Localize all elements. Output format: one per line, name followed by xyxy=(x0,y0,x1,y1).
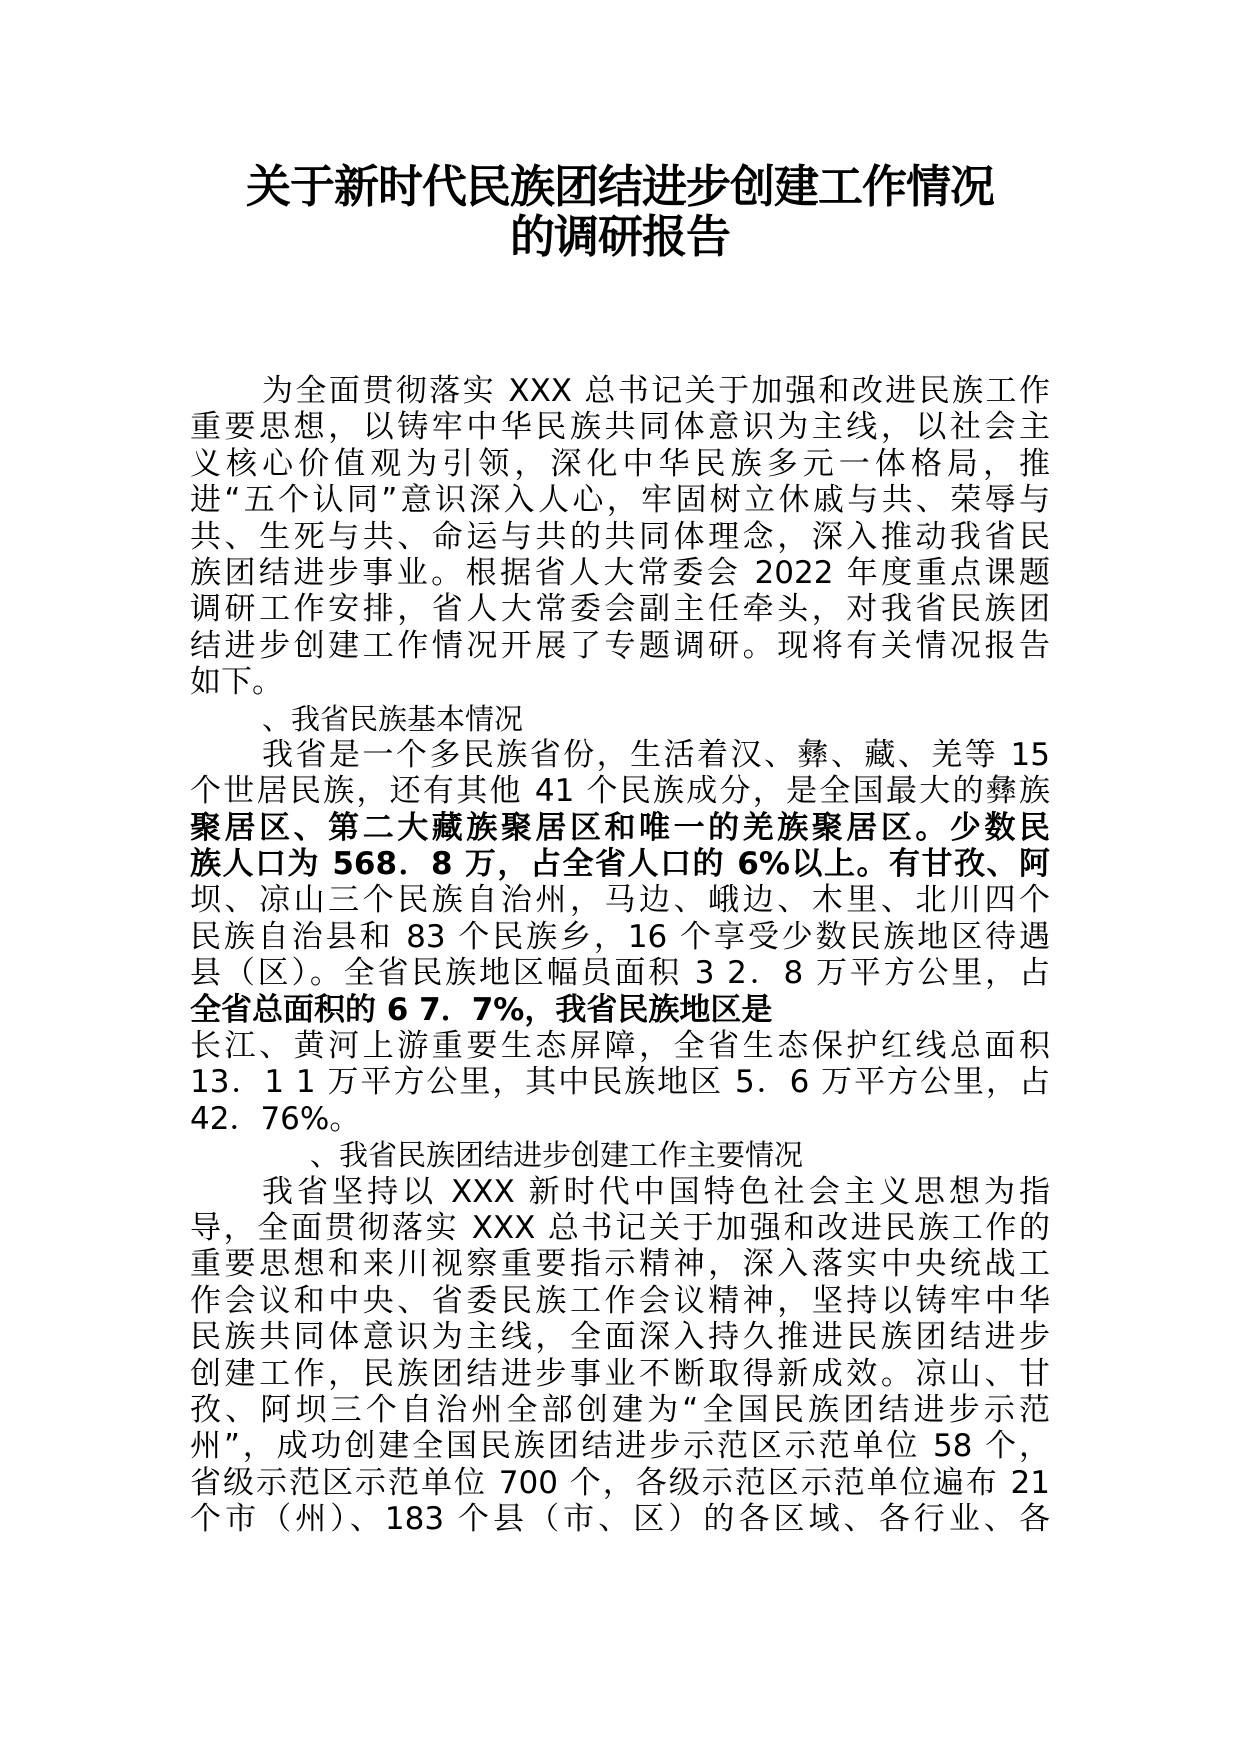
paragraph-1-line: 共、生死与共、命运与共的共同体理念，深入推动我省民 xyxy=(190,518,1050,555)
paragraph-1-line: 进“五个认同”意识深入人心，牢固树立休戚与共、荣辱与 xyxy=(190,482,1050,519)
paragraph-3-line: 作会议和中央、省委民族工作会议精神，坚持以铸牢中华 xyxy=(190,1282,1050,1319)
paragraph-1-line: 重要思想，以铸牢中华民族共同体意识为主线，以社会主 xyxy=(190,409,1050,446)
paragraph-3-line: 我省坚持以 XXX 新时代中国特色社会主义思想为指 xyxy=(262,1173,1050,1210)
paragraph-3-line: 重要思想和来川视察重要指示精神，深入落实中央统战工 xyxy=(190,1246,1050,1283)
paragraph-2-line: 个世居民族，还有其他 41 个民族成分，是全国最大的彝族 xyxy=(190,773,1050,810)
paragraph-2-line: 全省总面积的 6 7．7%，我省民族地区是 xyxy=(190,991,773,1028)
paragraph-1-line: 如下。 xyxy=(190,664,283,701)
paragraph-2-line: 聚居区、第二大藏族聚居区和唯一的羌族聚居区。少数民 xyxy=(190,809,1050,846)
paragraph-2-line: 族人口为 568．8 万，占全省人口的 6%以上。有甘孜、阿 xyxy=(190,846,1050,883)
paragraph-2-line: 42．76%。 xyxy=(190,1100,361,1137)
paragraph-1-line: 族团结进步事业。根据省人大常委会 2022 年度重点课题 xyxy=(190,554,1050,591)
paragraph-2-line: 坝、凉山三个民族自治州，马边、峨边、木里、北川四个 xyxy=(190,882,1050,919)
paragraph-1-line: 为全面贯彻落实 XXX 总书记关于加强和改进民族工作 xyxy=(262,373,1050,409)
paragraph-3-line: 州”，成功创建全国民族团结进步示范区示范单位 58 个， xyxy=(190,1428,1050,1465)
section-heading-1: 、我省民族基本情况 xyxy=(262,701,524,736)
paragraph-3-line: 民族共同体意识为主线，全面深入持久推进民族团结进步 xyxy=(190,1319,1050,1356)
paragraph-1-line: 调研工作安排，省人大常委会副主任牵头，对我省民族团 xyxy=(190,591,1050,628)
paragraph-2-line: 我省是一个多民族省份，生活着汉、彝、藏、羌等 15 xyxy=(262,736,1050,773)
paragraph-3-line: 省级示范区示范单位 700 个，各级示范区示范单位遍布 21 xyxy=(190,1464,1050,1501)
paragraph-2-line: 13．1 1 万平方公里，其中民族地区 5．6 万平方公里，占 xyxy=(190,1064,1050,1101)
document-title-line-1: 关于新时代民族团结进步创建工作情况 xyxy=(245,160,994,213)
section-heading-2: 、我省民族团结进步创建工作主要情况 xyxy=(310,1138,804,1173)
paragraph-1-line: 义核心价值观为引领，深化中华民族多元一体格局，推 xyxy=(190,445,1050,482)
paragraph-1-line: 结进步创建工作情况开展了专题调研。现将有关情况报告 xyxy=(190,627,1050,664)
paragraph-3-line: 创建工作，民族团结进步事业不断取得新成效。凉山、甘 xyxy=(190,1355,1050,1392)
paragraph-2-line: 县（区）。全省民族地区幅员面积 3 2．8 万平方公里，占 xyxy=(190,955,1050,992)
paragraph-3-line: 导，全面贯彻落实 XXX 总书记关于加强和改进民族工作的 xyxy=(190,1209,1050,1246)
paragraph-2-line: 长江、黄河上游重要生态屏障，全省生态保护红线总面积 xyxy=(190,1028,1050,1065)
paragraph-3-line: 个市（州）、183 个县（市、区）的各区域、各行业、各 xyxy=(190,1501,1050,1538)
paragraph-3-line: 孜、阿坝三个自治州全部创建为“全国民族团结进步示范 xyxy=(190,1391,1050,1428)
paragraph-2-line: 民族自治县和 83 个民族乡，16 个享受少数民族地区待遇 xyxy=(190,918,1050,955)
document-title-line-2: 的调研报告 xyxy=(509,210,730,263)
document-body xyxy=(190,373,1050,1538)
